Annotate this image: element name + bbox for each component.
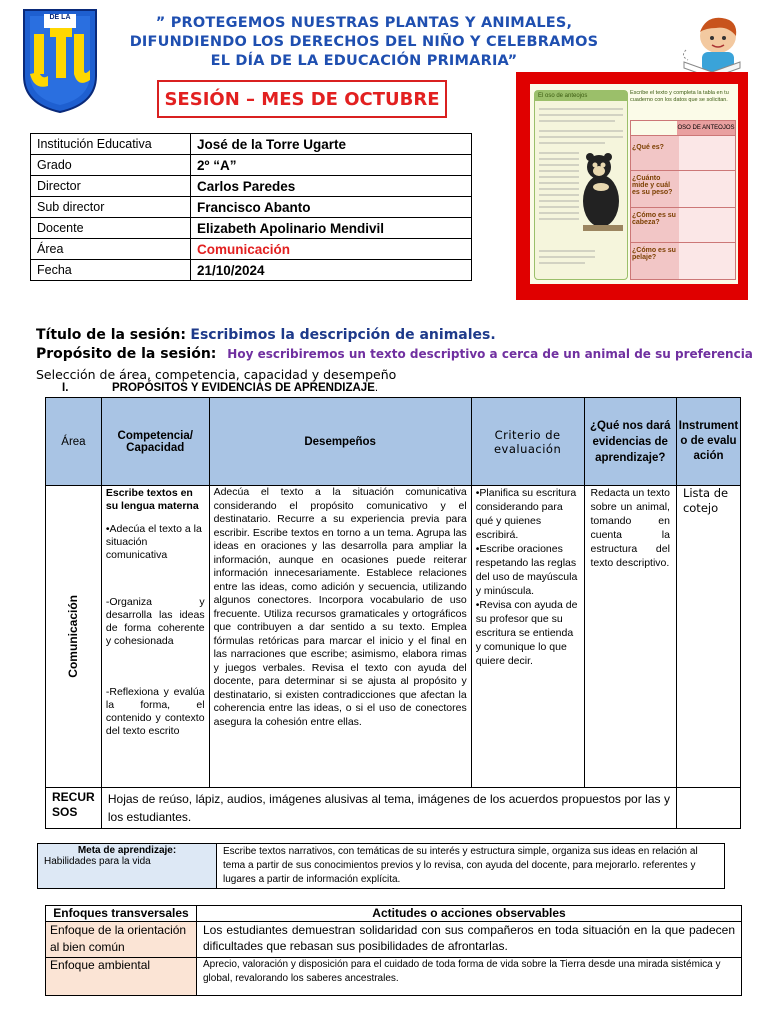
logo-letters: DE LA: [49, 14, 71, 21]
worksheet-instruction: Escribe el texto y completa la tabla en tu cuaderno con los datos que se solicitan.: [630, 90, 729, 103]
header-area: Área: [46, 398, 102, 486]
criterio-item: •Revisa con ayuda de su profesor que su escritura se entienda y comunique lo que quiere decir.: [475, 599, 578, 667]
info-value: Francisco Abanto: [191, 197, 472, 218]
recursos-text: Hojas de reúso, lápiz, audios, imágenes alusivas al tema, imágenes de los acuerdos propuestos por las y los estudiantes.: [101, 788, 676, 829]
session-title-box: SESIÓN – MES DE OCTUBRE: [157, 80, 447, 118]
capacidad-item: -Organiza y desarrolla las ideas de forma coherente y cohesionada: [105, 596, 205, 647]
table-header-row: [46, 398, 741, 486]
worksheet-question: ¿Cuánto mide y cuál es su peso?: [631, 171, 679, 207]
meta-row: [38, 844, 725, 889]
info-value: 2º “A”: [191, 155, 472, 176]
criterio-item: •Escribe oraciones respetando las reglas del uso de mayúscula y minúscula.: [475, 543, 578, 597]
acciones-header: Actitudes o acciones observables: [197, 906, 742, 922]
info-label: Fecha: [31, 260, 191, 281]
worksheet-question: ¿Cómo es su pelaje?: [631, 243, 679, 279]
page-header-title: [108, 14, 620, 71]
section-title-dot: .: [374, 382, 379, 394]
enfoque-name: Enfoque ambiental: [46, 958, 197, 996]
header-desempenos: Desempeños: [209, 398, 471, 486]
learning-purposes-table: [45, 397, 741, 829]
header-criterio: Criterio de evaluación: [471, 398, 584, 486]
info-value: José de la Torre Ugarte: [191, 134, 472, 155]
enfoque-action: Los estudiantes demuestran solidaridad con sus compañeros en toda situación en la que padecen dificultades que rebasan sus posibilidades de afrontarlas.: [197, 922, 742, 958]
capacidad-item: •Adecúa el texto a la situación comunicativa: [105, 523, 202, 561]
info-value: 21/10/2024: [191, 260, 472, 281]
info-label: Grado: [31, 155, 191, 176]
header-line-2: DIFUNDIENDO LOS DERECHOS DEL NIÑO Y CELEBRAMOS: [129, 34, 599, 50]
meta-sublabel: Habilidades para la vida: [44, 856, 151, 867]
enfoque-row: [46, 922, 742, 958]
capacidad-item: -Reflexiona y evalúa la forma, el contenido y contexto del texto escrito: [105, 686, 205, 737]
worksheet-page: [530, 84, 738, 284]
session-purpose-line: [36, 346, 753, 362]
enfoques-header: Enfoques transversales: [46, 906, 197, 922]
section-title: PROPÓSITOS Y EVIDENCIAS DE APRENDIZAJE: [112, 382, 375, 394]
session-purpose-value: Hoy escribiremos un texto descriptivo a cerca de un animal de su preferencia: [227, 347, 753, 361]
info-row: [31, 218, 472, 239]
worksheet-question-row: [631, 170, 735, 207]
header-evidencias: ¿Qué nos dará evidencias de aprendizaje?: [584, 398, 676, 486]
session-purpose-label: Propósito de la sesión:: [36, 346, 217, 362]
info-value-area: Comunicación: [191, 239, 472, 260]
meta-label-cell: [38, 844, 217, 889]
enfoque-action: Aprecio, valoración y disposición para el cuidado de toda forma de vida sobre la Tierra desde una mirada sistémica y global, revalorando los saberes ancestrales.: [197, 958, 742, 996]
evidencia-cell: Redacta un texto sobre un animal, tomando en cuenta la estructura del texto descriptivo.: [584, 486, 676, 788]
enfoques-header-row: [46, 906, 742, 922]
info-value: Elizabeth Apolinario Mendivil: [191, 218, 472, 239]
info-label: Director: [31, 176, 191, 197]
worksheet-question-row: [631, 207, 735, 242]
worksheet-question: ¿Cómo es su cabeza?: [631, 208, 679, 242]
meta-text: Escribe textos narrativos, con temáticas de su interés y estructura simple, organiza sus ideas en relación al tema a partir de sus conocimientos previos y lo revisa, con ayuda del docente, para mejorarlo. referentes y lugares a partir de información explícita.: [217, 844, 725, 889]
article-lines: [535, 101, 627, 271]
table-row-comunicacion: [46, 486, 741, 788]
area-label: Comunicación: [66, 595, 81, 678]
info-row: [31, 134, 472, 155]
info-label: Docente: [31, 218, 191, 239]
table-row-recursos: [46, 788, 741, 829]
article-panel: [534, 90, 628, 280]
article-panel-title: El oso de anteojos: [535, 91, 627, 101]
meta-label: Meta de aprendizaje:: [77, 845, 177, 856]
meta-table: [37, 843, 725, 889]
competencia-title: Escribe textos en su lengua materna: [105, 487, 199, 512]
competencia-cell: [101, 486, 209, 788]
session-title-label: Título de la sesión:: [36, 327, 186, 343]
info-row: [31, 239, 472, 260]
worksheet-question-row: [631, 135, 735, 170]
worksheet-image: [516, 72, 748, 300]
worksheet-table-header: OSO DE ANTEOJOS: [677, 121, 735, 135]
enfoque-row: [46, 958, 742, 996]
enfoque-name: Enfoque de la orientación al bien común: [46, 922, 197, 958]
worksheet-question: ¿Qué es?: [631, 136, 679, 170]
enfoques-table: [45, 905, 742, 996]
info-row: [31, 197, 472, 218]
bear-icon: [583, 153, 623, 231]
info-label: Área: [31, 239, 191, 260]
section-number: I.: [62, 382, 69, 394]
section-heading: [62, 382, 378, 394]
info-label: Sub director: [31, 197, 191, 218]
info-value: Carlos Paredes: [191, 176, 472, 197]
info-table: [30, 133, 472, 281]
info-row: [31, 176, 472, 197]
desempenos-cell: Adecúa el texto a la situación comunicativa considerando el propósito comunicativo y el destinatario. Recurre a su experiencia previa para escribir. Escribe textos en torno a un tema. Agrupa las ideas en oraciones y las desarrolla para ampliar la información, aunque en ocasiones puede reiterar información innecesariamente. Establece relaciones entre las ideas, como adición y secuencia, utilizando algunos conectores. Incorpora vocabulario de uso frecuente. Utiliza recursos gramaticales y ortográficos que contribuyen a dar sentido a su texto. Emplea fórmulas retóricas para marcar el inicio y el final en las narraciones que escribe; asimismo, elabora rimas y juegos verbales. Revisa el texto con ayuda del docente, para determinar si se ajusta al propósito y destinatario, si existen contradicciones que afectan la coherencia entre las ideas, o si el uso de conectores asegura la cohesión entre ellas.: [209, 486, 471, 788]
header-competencia: Competencia/ Capacidad: [101, 398, 209, 486]
school-logo: [20, 6, 100, 114]
worksheet-question-row: [631, 242, 735, 279]
info-row: [31, 260, 472, 281]
header-line-1: ” PROTEGEMOS NUESTRAS PLANTAS Y ANIMALES,: [155, 15, 573, 31]
header-instrumento: Instrumento de evaluación: [676, 398, 740, 486]
instrumento-cell: Lista de cotejo: [676, 486, 740, 788]
jtu-shield-logo-icon: [20, 6, 100, 114]
worksheet-question-table: [630, 120, 736, 280]
header-line-3: EL DÍA DE LA EDUCACIÓN PRIMARIA”: [210, 53, 518, 69]
area-cell: [46, 486, 102, 788]
recursos-label: RECURSOS: [46, 788, 102, 829]
session-title-line: [36, 327, 496, 343]
info-label: Institución Educativa: [31, 134, 191, 155]
info-row: [31, 155, 472, 176]
criterio-cell: [471, 486, 584, 788]
session-title-value: Escribimos la descripción de animales.: [190, 327, 496, 343]
criterio-item: •Planifica su escritura considerando para qué y quienes escribirá.: [475, 487, 577, 541]
selection-line: Selección de área, competencia, capacidad y desempeño: [36, 367, 397, 382]
